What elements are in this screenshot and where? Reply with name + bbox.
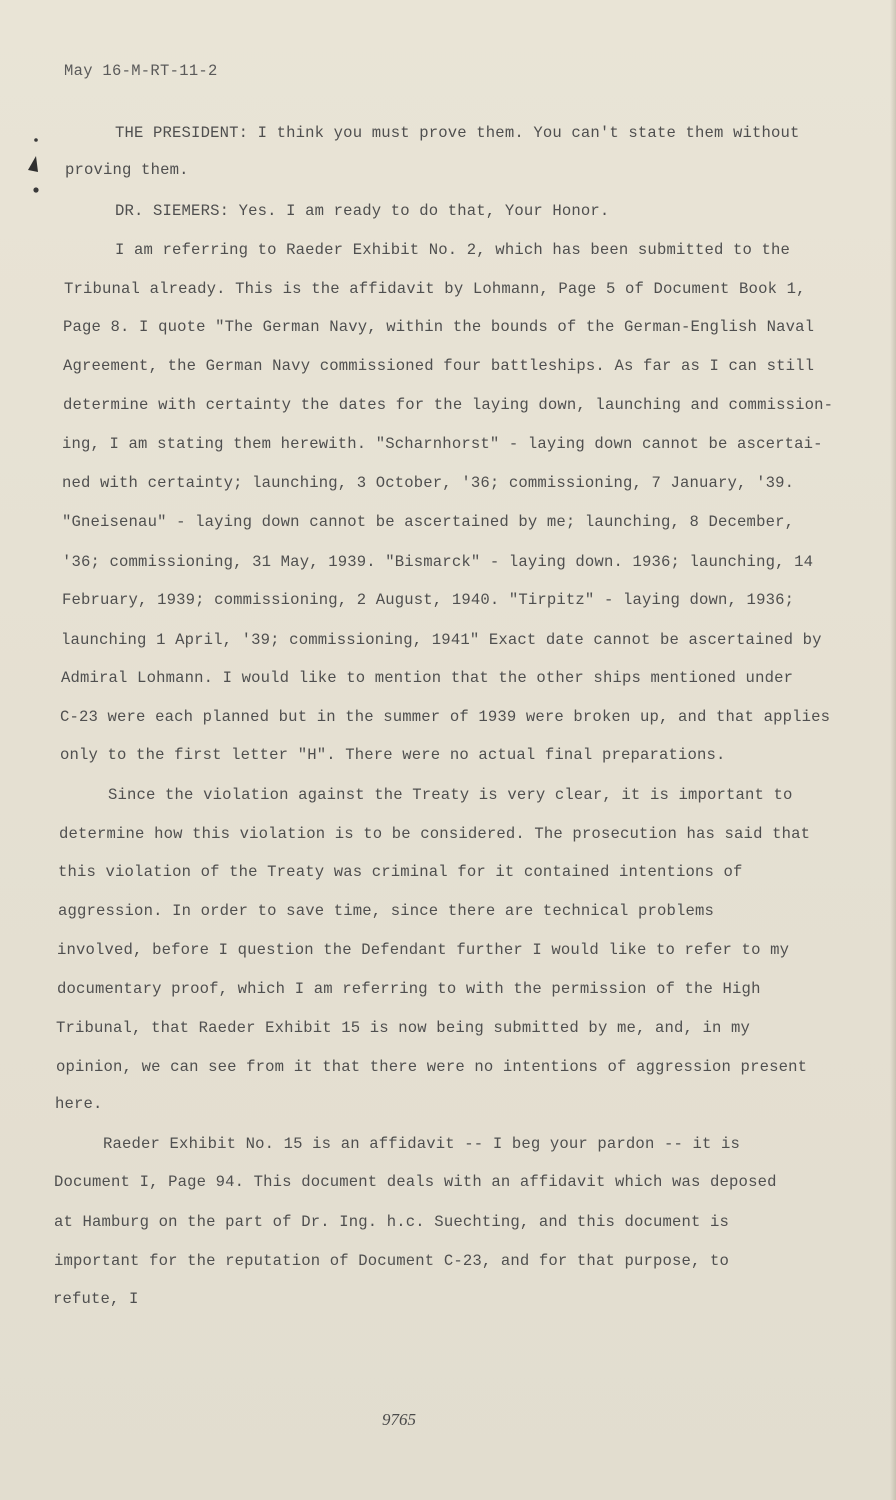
text-line: Page 8. I quote "The German Navy, within the bounds of the German-English Naval <box>63 318 815 336</box>
text-line: February, 1939; commissioning, 2 August, 1940. "Tirpitz" - laying down, 1936; <box>62 591 795 609</box>
text-line: Document I, Page 94. This document deals with an affidavit which was deposed <box>54 1173 777 1191</box>
text-line: only to the first letter "H". There were no actual final preparations. <box>60 746 726 764</box>
binding-mark-bottom <box>33 187 38 192</box>
page-number: 9765 <box>382 1410 416 1429</box>
text-line: opinion, we can see from it that there were no intentions of aggression present <box>56 1058 808 1076</box>
text-line: aggression. In order to save time, since there are technical problems <box>58 902 715 920</box>
text-line: THE PRESIDENT: I think you must prove them. You can't state them without <box>115 124 800 142</box>
text-line: ing, I am stating them herewith. "Scharnhorst" - laying down cannot be ascertai- <box>62 435 823 453</box>
text-line: this violation of the Treaty was criminal for it contained intentions of <box>58 863 743 881</box>
text-line: C-23 were each planned but in the summer of 1939 were broken up, and that applies <box>60 708 831 726</box>
text-line: DR. SIEMERS: Yes. I am ready to do that, Your Honor. <box>115 202 610 220</box>
text-line: here. <box>55 1095 103 1113</box>
binding-hole-marks <box>22 132 42 202</box>
text-line: I am referring to Raeder Exhibit No. 2, which has been submitted to the <box>115 241 791 259</box>
document-header: May 16-M-RT-11-2 <box>64 62 218 80</box>
page-edge-shadow <box>890 0 896 1500</box>
text-line: ned with certainty; launching, 3 October, '36; commissioning, 7 January, '39. <box>62 474 795 492</box>
text-line: involved, before I question the Defendant further I would like to refer to my <box>57 941 790 959</box>
text-line: determine with certainty the dates for the laying down, launching and commission- <box>63 396 834 414</box>
text-line: Raeder Exhibit No. 15 is an affidavit -- I beg your pardon -- it is <box>103 1135 741 1153</box>
text-line: Tribunal already. This is the affidavit by Lohmann, Page 5 of Document Book 1, <box>64 280 806 298</box>
text-line: launching 1 April, '39; commissioning, 1941" Exact date cannot be ascertained by <box>61 631 822 649</box>
binding-mark-middle <box>28 156 38 172</box>
text-line: Admiral Lohmann. I would like to mention that the other ships mentioned under <box>61 669 794 687</box>
text-line: proving them. <box>65 161 189 179</box>
text-line: at Hamburg on the part of Dr. Ing. h.c. Suechting, and this document is <box>54 1213 730 1231</box>
text-line: refute, I <box>53 1290 139 1308</box>
text-line: "Gneisenau" - laying down cannot be ascertained by me; launching, 8 December, <box>62 513 795 531</box>
text-line: determine how this violation is to be considered. The prosecution has said that <box>59 825 811 843</box>
text-line: Since the violation against the Treaty is very clear, it is important to <box>108 786 793 804</box>
text-line: Agreement, the German Navy commissioned four battleships. As far as I can still <box>63 357 815 375</box>
text-line: '36; commissioning, 31 May, 1939. "Bismarck" - laying down. 1936; launching, 14 <box>62 553 814 571</box>
text-line: Tribunal, that Raeder Exhibit 15 is now being submitted by me, and, in my <box>56 1019 751 1037</box>
binding-mark-top <box>34 138 38 142</box>
text-line: important for the reputation of Document C-23, and for that purpose, to <box>54 1252 730 1270</box>
text-line: documentary proof, which I am referring to with the permission of the High <box>57 980 761 998</box>
